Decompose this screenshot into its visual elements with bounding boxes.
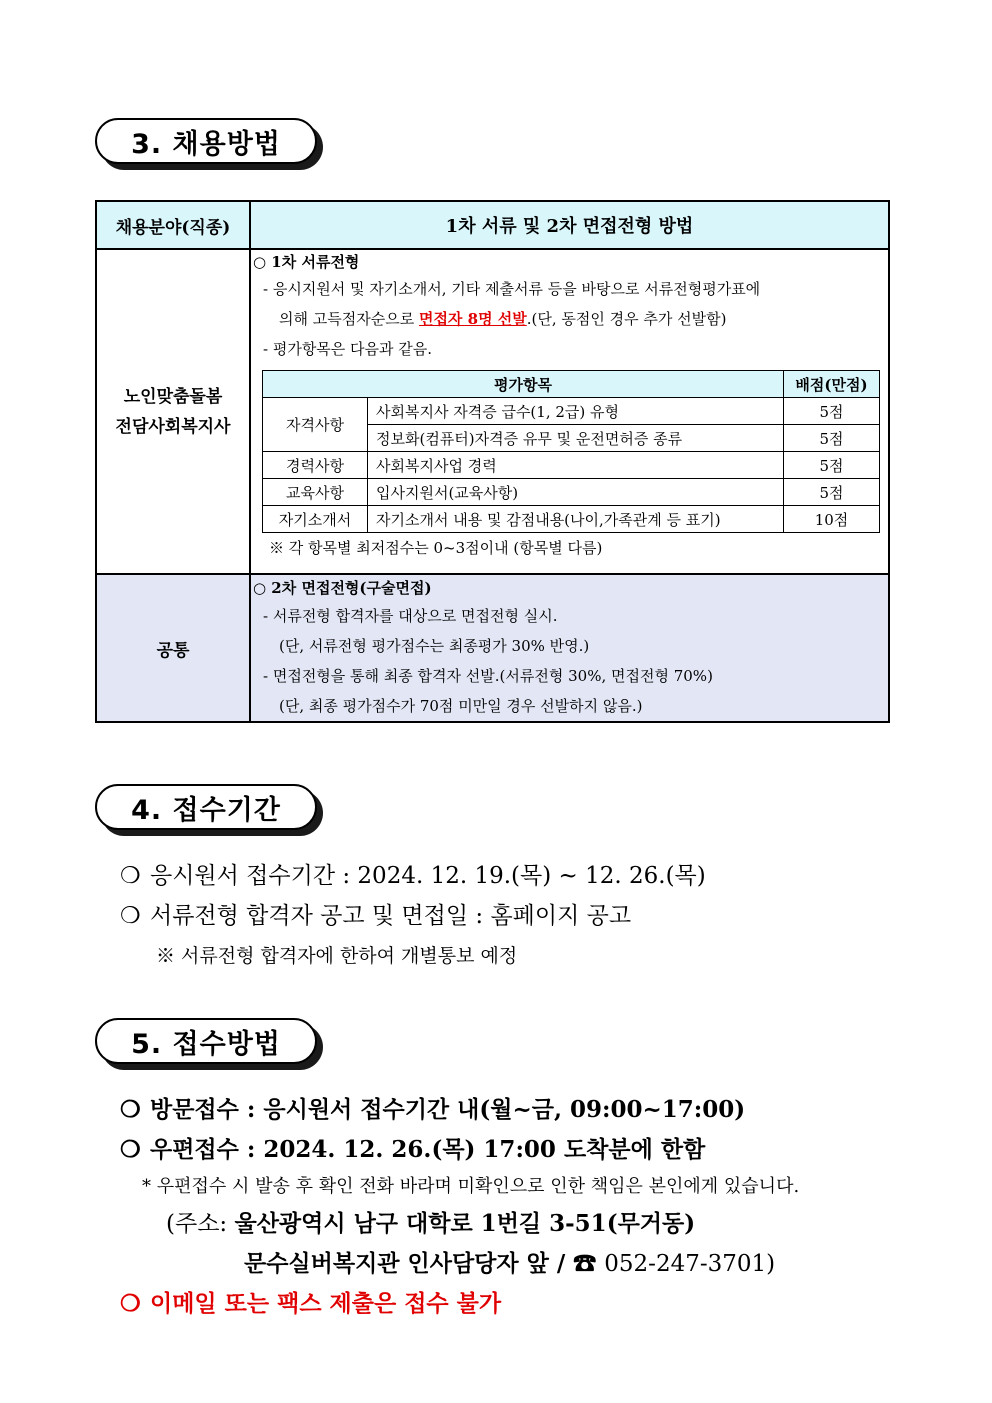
stage1-line2: 의해 고득점자순으로 면접자 8명 선발.(단, 동점인 경우 추가 선발함) <box>279 310 727 328</box>
section-5-title: 5. 접수방법 <box>95 1018 317 1064</box>
eval-score: 5점 <box>784 452 880 479</box>
field-label-social-worker: 노인맞춤돌봄 전담사회복지사 <box>96 249 250 574</box>
circle-bullet-icon: ❍ <box>120 1136 141 1163</box>
list-item: ❍ 방문접수 : 응시원서 접수기간 내(월~금, 09:00~17:00) <box>120 1090 799 1130</box>
eval-category: 자기소개서 <box>263 506 368 533</box>
section-5-heading <box>95 1018 323 1070</box>
list-item: ❍ 우편접수 : 2024. 12. 26.(목) 17:00 도착분에 한함 <box>120 1130 799 1170</box>
stage1-title: ○ 1차 서류전형 <box>253 253 360 271</box>
stage1-line3: - 평가항목은 다음과 같음. <box>263 340 433 358</box>
circle-bullet-icon: ❍ <box>120 1290 141 1317</box>
evaluation-table <box>262 370 880 533</box>
eval-item: 정보화(컴퓨터)자격증 유무 및 운전면허증 종류 <box>368 425 784 452</box>
eval-header-item: 평가항목 <box>263 371 784 398</box>
circle-bullet-icon: ❍ <box>120 903 141 929</box>
eval-category: 교육사항 <box>263 479 368 506</box>
eval-item: 사회복지사 자격증 급수(1, 2급) 유형 <box>368 398 784 425</box>
document-screening-cell <box>250 249 889 574</box>
stage2-line3: - 면접전형을 통해 최종 합격자 선발.(서류전형 30%, 면접전형 70%) <box>263 667 713 685</box>
eval-header-score: 배점(만점) <box>784 371 880 398</box>
list-item: ❍ 응시원서 접수기간 : 2024. 12. 19.(목) ~ 12. 26.(목) <box>120 856 706 896</box>
period-note: ※ 서류전형 합격자에 한하여 개별통보 예정 <box>156 945 518 967</box>
phone-number: 052-247-3701) <box>604 1251 776 1277</box>
list-item: ❍ 서류전형 합격자 공고 및 면접일 : 홈페이지 공고 <box>120 896 706 936</box>
mail-note: * 우편접수 시 발송 후 확인 전화 바라며 미확인으로 인한 책임은 본인에게 있습니다. <box>142 1176 800 1197</box>
section-3-heading <box>95 118 323 170</box>
stage2-title: ○ 2차 면접전형(구술면접) <box>253 579 432 597</box>
stage2-line2: (단, 서류전형 평가점수는 최종평가 30% 반영.) <box>279 637 590 655</box>
eval-item: 사회복지사업 경력 <box>368 452 784 479</box>
list-item-warning: ❍ 이메일 또는 팩스 제출은 접수 불가 <box>120 1284 799 1324</box>
address-line1: (주소: 울산광역시 남구 대학로 1번길 3-51(무거동) <box>166 1210 696 1237</box>
eval-score: 10점 <box>784 506 880 533</box>
stage2-line4: (단, 최종 평가점수가 70점 미만일 경우 선발하지 않음.) <box>279 697 643 715</box>
recruitment-method-table <box>95 200 890 723</box>
section-4-heading <box>95 784 323 836</box>
header-field: 채용분야(직종) <box>96 201 250 249</box>
eval-item: 입사지원서(교육사항) <box>368 479 784 506</box>
header-method: 1차 서류 및 2차 면접전형 방법 <box>250 201 889 249</box>
application-method-list <box>120 1090 799 1324</box>
address-line2: 문수실버복지관 인사담당자 앞 / ☎ 052-247-3701) <box>244 1250 776 1277</box>
stage1-note: ※ 각 항목별 최저점수는 0~3점이내 (항목별 다름) <box>269 539 603 557</box>
field-label-common: 공통 <box>96 574 250 722</box>
section-4-title: 4. 접수기간 <box>95 784 317 830</box>
eval-item: 자기소개서 내용 및 감점내용(나이,가족관계 등 표기) <box>368 506 784 533</box>
eval-category: 경력사항 <box>263 452 368 479</box>
phone-icon: ☎ <box>573 1250 597 1277</box>
application-period-list <box>120 856 706 976</box>
section-3-title: 3. 채용방법 <box>95 118 317 164</box>
stage1-line1: - 응시지원서 및 자기소개서, 기타 제출서류 등을 바탕으로 서류전형평가표에 <box>263 280 761 298</box>
eval-category: 자격사항 <box>263 398 368 452</box>
stage1-emphasis: 면접자 8명 선발 <box>418 310 527 328</box>
eval-score: 5점 <box>784 479 880 506</box>
eval-score: 5점 <box>784 425 880 452</box>
stage2-line1: - 서류전형 합격자를 대상으로 면접전형 실시. <box>263 607 558 625</box>
interview-cell <box>250 574 889 722</box>
circle-bullet-icon: ❍ <box>120 1096 141 1123</box>
eval-score: 5점 <box>784 398 880 425</box>
circle-bullet-icon: ❍ <box>120 863 141 889</box>
